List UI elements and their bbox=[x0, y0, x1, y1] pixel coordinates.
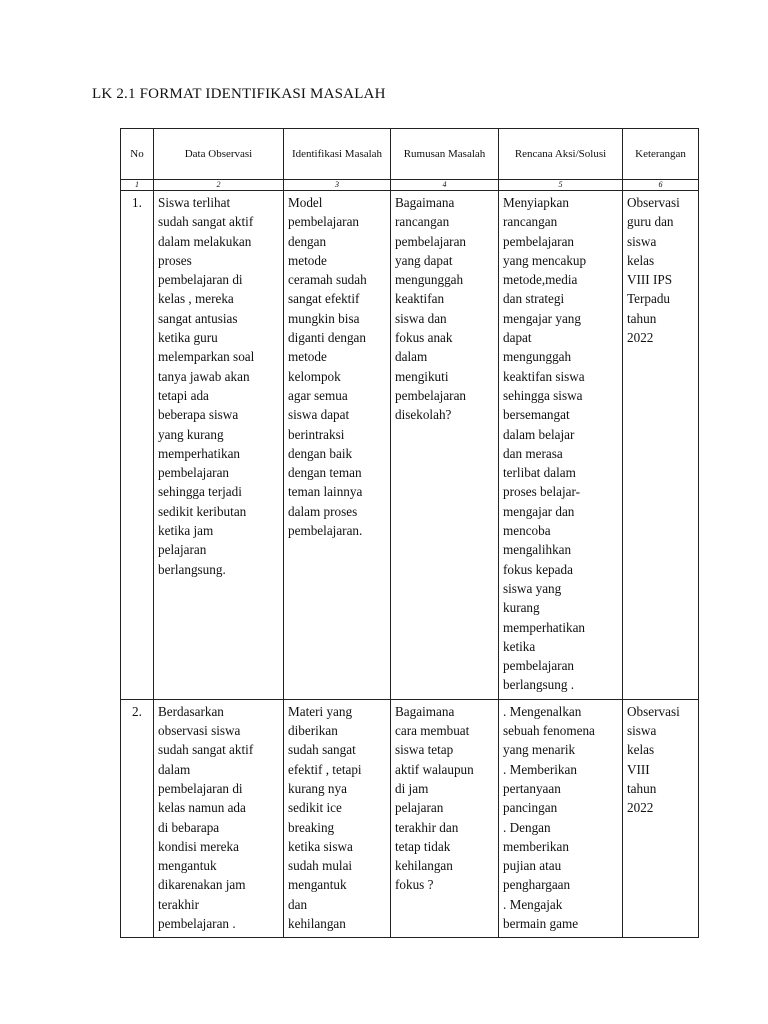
header-data-observasi: Data Observasi bbox=[154, 129, 284, 180]
cell-text-line: metode,media bbox=[503, 272, 578, 288]
cell-text-line: . Mengenalkan bbox=[503, 703, 582, 719]
cell-text-line: 2022 bbox=[627, 330, 654, 346]
cell-text-line: bermain game bbox=[503, 915, 579, 931]
cell-text-line: pertanyaan bbox=[503, 780, 561, 796]
column-number: 4 bbox=[391, 180, 499, 191]
cell-text-line: kurang bbox=[503, 600, 540, 616]
row-number: 1. bbox=[121, 191, 154, 700]
cell-text-line: pembelajaran bbox=[503, 233, 575, 249]
cell-text-line: diganti dengan bbox=[288, 330, 367, 346]
cell-text-line: yang dapat bbox=[395, 252, 453, 268]
cell-text-line: kondisi mereka bbox=[158, 838, 239, 854]
cell-text-line: rancangan bbox=[503, 214, 558, 230]
cell-text-line: VIII IPS bbox=[627, 272, 673, 288]
cell-text-line: 2022 bbox=[627, 800, 654, 816]
cell-text-line: agar semua bbox=[288, 387, 348, 403]
cell-text-line: sudah sangat aktif bbox=[158, 214, 254, 230]
cell-text-line: melemparkan soal bbox=[158, 349, 255, 365]
cell-text-line: ketika guru bbox=[158, 330, 218, 346]
cell-text-line: fokus kepada bbox=[503, 561, 573, 577]
cell-text-line: pelajaran bbox=[158, 542, 207, 558]
cell-text-line: siswa tetap bbox=[395, 742, 454, 758]
cell-text-line: dan merasa bbox=[503, 445, 563, 461]
cell-text-line: pembelajaran bbox=[288, 214, 360, 230]
cell-text-line: Materi yang bbox=[288, 703, 353, 719]
cell-text-line: tanya jawab akan bbox=[158, 368, 250, 384]
table-row bbox=[121, 699, 699, 938]
cell-text-line: fokus ? bbox=[395, 877, 434, 893]
cell-text-line: pembelajaran . bbox=[158, 915, 236, 931]
cell-text-line: Observasi bbox=[627, 195, 680, 210]
cell-text-line: metode bbox=[288, 252, 327, 268]
cell-text-line: dengan teman bbox=[288, 465, 362, 481]
cell-text-line: kurang nya bbox=[288, 780, 347, 796]
cell-text-line: siswa yang bbox=[503, 580, 562, 596]
cell-text-line: siswa dapat bbox=[288, 407, 350, 423]
header-rumusan-masalah: Rumusan Masalah bbox=[391, 129, 499, 180]
rumusan-masalah-cell bbox=[391, 699, 499, 938]
cell-text-line: breaking bbox=[288, 819, 335, 835]
cell-text-line: di bebarapa bbox=[158, 819, 220, 835]
cell-text-line: memperhatikan bbox=[503, 619, 586, 635]
cell-text-line: proses bbox=[158, 252, 192, 268]
cell-text-line: kelas bbox=[627, 742, 655, 758]
cell-text-line: di jam bbox=[395, 780, 429, 796]
cell-text-line: ketika bbox=[503, 638, 536, 654]
cell-text-line: kelas bbox=[627, 252, 655, 268]
cell-text-line: ketika siswa bbox=[288, 838, 353, 854]
cell-text-line: efektif , tetapi bbox=[288, 761, 362, 777]
column-number: 6 bbox=[623, 180, 699, 191]
cell-text-line: terlibat dalam bbox=[503, 465, 576, 481]
column-number: 1 bbox=[121, 180, 154, 191]
cell-text-line: beberapa siswa bbox=[158, 407, 239, 423]
cell-text-line: guru dan bbox=[627, 214, 674, 230]
cell-text-line: . Memberikan bbox=[503, 761, 577, 777]
cell-text-line: sebuah fenomena bbox=[503, 723, 595, 739]
cell-text-line: keaktifan bbox=[395, 291, 445, 307]
identification-table bbox=[120, 128, 699, 938]
cell-text-line: tahun bbox=[627, 310, 657, 326]
cell-text-line: kehilangan bbox=[395, 858, 453, 874]
cell-text-line: siswa bbox=[627, 233, 657, 249]
cell-text-line: aktif walaupun bbox=[395, 761, 474, 777]
cell-text-line: mengantuk bbox=[288, 877, 347, 893]
cell-text-line: dalam bbox=[158, 761, 191, 777]
cell-text-line: Menyiapkan bbox=[503, 195, 569, 210]
cell-text-line: dan strategi bbox=[503, 291, 565, 307]
rencana-aksi-cell bbox=[499, 191, 623, 700]
cell-text-line: dengan baik bbox=[288, 445, 353, 461]
cell-text-line: berlangsung. bbox=[158, 561, 226, 577]
cell-text-line: pembelajaran. bbox=[288, 523, 363, 539]
rencana-aksi-cell bbox=[499, 699, 623, 938]
cell-text-line: pembelajaran di bbox=[158, 272, 243, 288]
cell-text-line: observasi siswa bbox=[158, 723, 241, 739]
cell-text-line: dan bbox=[288, 896, 308, 912]
header-identifikasi-masalah: Identifikasi Masalah bbox=[284, 129, 391, 180]
cell-text-line: Siswa terlihat bbox=[158, 195, 231, 210]
cell-text-line: pembelajaran di bbox=[158, 780, 243, 796]
cell-text-line: tetap tidak bbox=[395, 838, 451, 854]
cell-text-line: dikarenakan jam bbox=[158, 877, 246, 893]
cell-text-line: teman lainnya bbox=[288, 484, 363, 500]
cell-text-line: kelas namun ada bbox=[158, 800, 246, 816]
cell-text-line: pancingan bbox=[503, 800, 558, 816]
cell-text-line: pembelajaran bbox=[395, 233, 467, 249]
cell-text-line: dalam proses bbox=[288, 503, 358, 519]
cell-text-line: sehingga siswa bbox=[503, 387, 583, 403]
column-number-row bbox=[121, 180, 699, 191]
cell-text-line: sudah sangat aktif bbox=[158, 742, 254, 758]
cell-text-line: yang kurang bbox=[158, 426, 224, 442]
cell-text-line: memberikan bbox=[503, 838, 569, 854]
cell-text-line: mengantuk bbox=[158, 858, 217, 874]
data-observasi-cell bbox=[154, 699, 284, 938]
cell-text-line: proses belajar- bbox=[503, 484, 580, 500]
cell-text-line: pelajaran bbox=[395, 800, 444, 816]
cell-text-line: mengunggah bbox=[395, 272, 464, 288]
cell-text-line: tahun bbox=[627, 780, 657, 796]
cell-text-line: sehingga terjadi bbox=[158, 484, 242, 500]
cell-text-line: mengajar dan bbox=[503, 503, 575, 519]
cell-text-line: mencoba bbox=[503, 523, 551, 539]
data-observasi-cell bbox=[154, 191, 284, 700]
header-rencana-aksi: Rencana Aksi/Solusi bbox=[499, 129, 623, 180]
cell-text-line: berlangsung . bbox=[503, 677, 575, 693]
cell-text-line: sangat efektif bbox=[288, 291, 360, 307]
column-number: 5 bbox=[499, 180, 623, 191]
cell-text-line: siswa bbox=[627, 723, 657, 739]
cell-text-line: mengunggah bbox=[503, 349, 572, 365]
cell-text-line: bersemangat bbox=[503, 407, 570, 423]
table-header-row bbox=[121, 129, 699, 180]
cell-text-line: diberikan bbox=[288, 723, 338, 739]
cell-text-line: metode bbox=[288, 349, 327, 365]
cell-text-line: sangat antusias bbox=[158, 310, 238, 326]
cell-text-line: disekolah? bbox=[395, 407, 452, 423]
column-number: 3 bbox=[284, 180, 391, 191]
cell-text-line: pembelajaran bbox=[158, 465, 230, 481]
cell-text-line: pembelajaran bbox=[503, 658, 575, 674]
row-number: 2. bbox=[121, 699, 154, 938]
cell-text-line: VIII bbox=[627, 761, 650, 777]
cell-text-line: sudah sangat bbox=[288, 742, 356, 758]
cell-text-line: . Mengajak bbox=[503, 896, 563, 912]
cell-text-line: mengajar yang bbox=[503, 310, 581, 326]
cell-text-line: keaktifan siswa bbox=[503, 368, 585, 384]
cell-text-line: terakhir dan bbox=[395, 819, 459, 835]
cell-text-line: memperhatikan bbox=[158, 445, 241, 461]
cell-text-line: kehilangan bbox=[288, 915, 346, 931]
cell-text-line: Bagaimana bbox=[395, 703, 455, 719]
cell-text-line: cara membuat bbox=[395, 723, 470, 739]
cell-text-line: penghargaan bbox=[503, 877, 571, 893]
cell-text-line: mengikuti bbox=[395, 368, 449, 384]
cell-text-line: pujian atau bbox=[503, 858, 562, 874]
cell-text-line: sudah mulai bbox=[288, 858, 353, 874]
cell-text-line: fokus anak bbox=[395, 330, 453, 346]
keterangan-cell bbox=[623, 699, 699, 938]
document-title: LK 2.1 FORMAT IDENTIFIKASI MASALAH bbox=[92, 86, 386, 102]
cell-text-line: siswa dan bbox=[395, 310, 447, 326]
cell-text-line: sedikit keributan bbox=[158, 503, 247, 519]
cell-text-line: dalam bbox=[395, 349, 428, 365]
header-keterangan: Keterangan bbox=[623, 129, 699, 180]
cell-text-line: dalam melakukan bbox=[158, 233, 252, 249]
column-number: 2 bbox=[154, 180, 284, 191]
keterangan-cell bbox=[623, 191, 699, 700]
table-row bbox=[121, 191, 699, 700]
cell-text-line: Terpadu bbox=[627, 291, 671, 307]
cell-text-line: tetapi ada bbox=[158, 387, 209, 403]
cell-text-line: terakhir bbox=[158, 896, 200, 912]
cell-text-line: dalam belajar bbox=[503, 426, 575, 442]
rumusan-masalah-cell bbox=[391, 191, 499, 700]
cell-text-line: mengalihkan bbox=[503, 542, 572, 558]
cell-text-line: Berdasarkan bbox=[158, 703, 224, 719]
identifikasi-masalah-cell bbox=[284, 699, 391, 938]
cell-text-line: Observasi bbox=[627, 703, 680, 719]
identifikasi-masalah-cell bbox=[284, 191, 391, 700]
cell-text-line: ceramah sudah bbox=[288, 272, 367, 288]
cell-text-line: Bagaimana bbox=[395, 195, 455, 210]
cell-text-line: yang mencakup bbox=[503, 252, 587, 268]
cell-text-line: kelas , mereka bbox=[158, 291, 234, 307]
cell-text-line: berintraksi bbox=[288, 426, 345, 442]
cell-text-line: yang menarik bbox=[503, 742, 576, 758]
cell-text-line: ketika jam bbox=[158, 523, 214, 539]
cell-text-line: kelompok bbox=[288, 368, 341, 384]
cell-text-line: dengan bbox=[288, 233, 327, 249]
cell-text-line: sedikit ice bbox=[288, 800, 342, 816]
cell-text-line: mungkin bisa bbox=[288, 310, 360, 326]
cell-text-line: . Dengan bbox=[503, 819, 551, 835]
header-no: No bbox=[121, 129, 154, 180]
cell-text-line: pembelajaran bbox=[395, 387, 467, 403]
cell-text-line: Model bbox=[288, 195, 323, 210]
cell-text-line: dapat bbox=[503, 330, 532, 346]
cell-text-line: rancangan bbox=[395, 214, 450, 230]
